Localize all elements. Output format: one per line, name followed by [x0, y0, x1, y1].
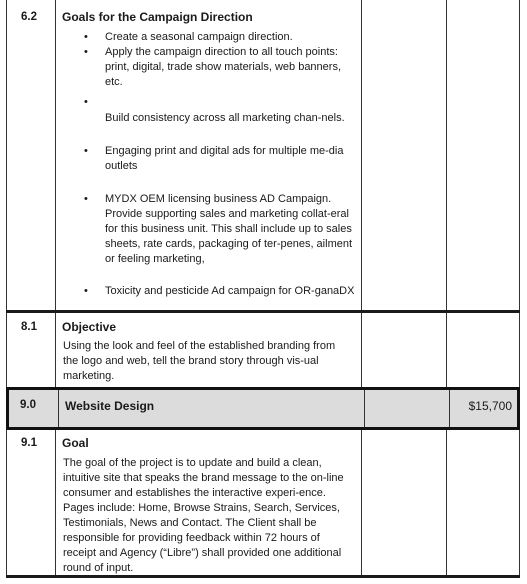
objective-text: Using the look and feel of the established branding from the logo and web, tell the brand story through vis-ual marketing. [63, 340, 336, 382]
bullet-icon: • [84, 285, 88, 297]
proposal-table [6, 0, 520, 580]
section-number: 8.1 [21, 321, 37, 333]
section-heading: Website Design [65, 399, 155, 413]
list-item [56, 95, 361, 110]
section-heading: Objective [62, 320, 117, 334]
section-number: 9.1 [21, 437, 37, 449]
goal-text: The goal of the project is to update and build a clean, intuitive site that speaks the brand message to the on-line consumer and establishes the interactive experi-ence. Pages include: Home, Browse Strains, Search, Services, Testimonials, News and Contact. The Client shall be responsible for providing feedback within 72 hours of receipt and Agency (“Libre”) shall provided one additional round of input. [63, 457, 344, 574]
bullet-icon: • [84, 193, 88, 205]
list-item: • Toxicity and pesticide Ad campaign for OR-ganaDX [84, 285, 355, 297]
bullet-icon: • [84, 46, 88, 58]
table-row [6, 0, 520, 311]
bullet-icon: • [84, 31, 88, 43]
section-number: 6.2 [21, 11, 37, 23]
section-heading: Goals for the Campaign Direction [62, 10, 253, 24]
section-heading: Goal [62, 436, 89, 450]
list-item: • MYDX OEM licensing business AD Campaign. Provide supporting sales and marketing collat-eral for this business unit. This shall include up to sales sheets, rate cards, packaging of ter-penes, ailment or feeling marketing, [84, 193, 353, 265]
price-value: $15,700 [468, 399, 512, 413]
section-number: 9.0 [20, 399, 36, 411]
list-item: • Apply the campaign direction to all touch points: print, digital, trade show materials, web banners, etc. [84, 46, 342, 88]
goals-list [56, 30, 361, 299]
table-bottom-border [6, 575, 520, 578]
table-row [6, 430, 520, 576]
table-row-highlighted [6, 387, 520, 430]
table-row [6, 313, 520, 388]
bullet-icon: • [84, 145, 88, 157]
list-item: • Create a seasonal campaign direction. [84, 31, 293, 43]
list-item: Build consistency across all marketing chan-nels. [105, 112, 345, 124]
list-item: • Engaging print and digital ads for multiple me-dia outlets [84, 145, 344, 172]
bullet-icon: • [84, 96, 88, 108]
